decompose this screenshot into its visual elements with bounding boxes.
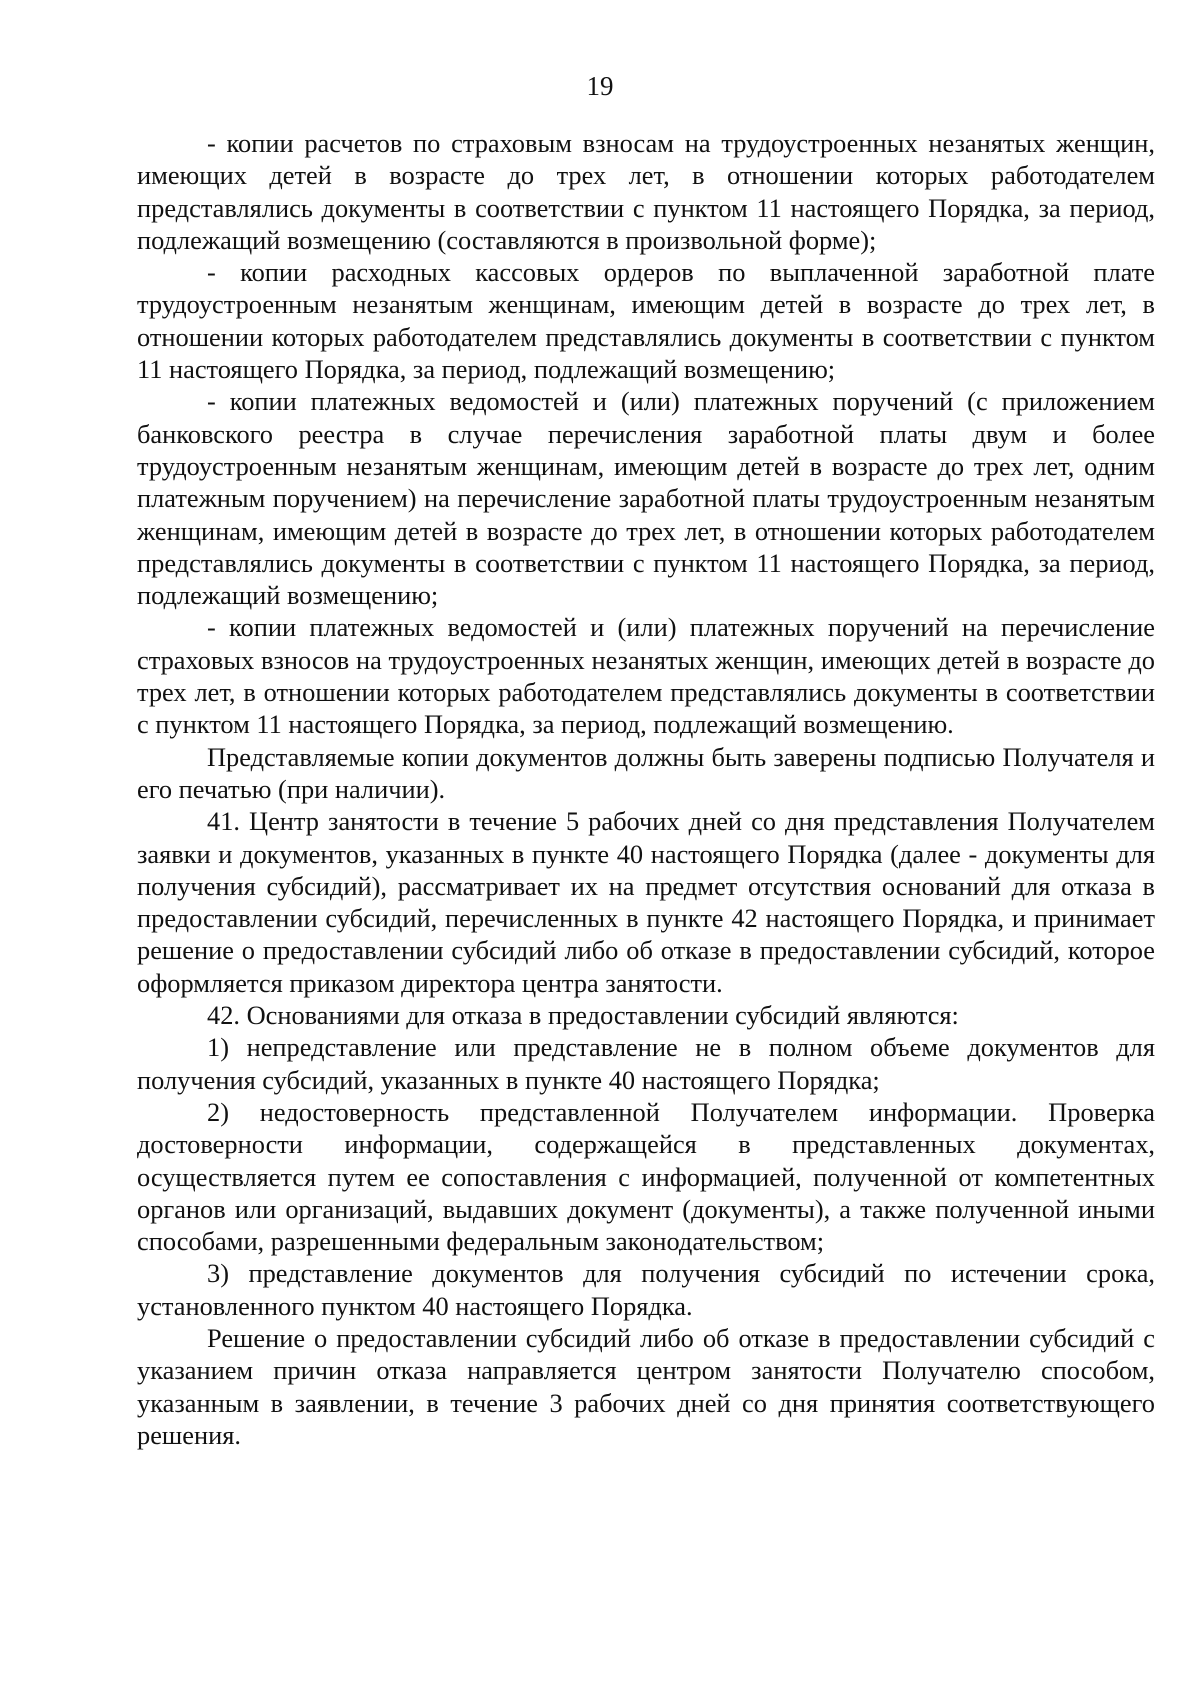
page-number: 19: [586, 71, 614, 101]
paragraph-refusal-ground-2: 2) недостоверность представленной Получателем информации. Проверка достоверности информации, содержащейся в представленных документах, осуществляется путем ее сопоставления с информацией, полученной от компетентных органов или организаций, выдавших документ (документы), а также полученной иными способами, разрешенными федеральным законодательством;: [137, 1096, 1155, 1257]
paragraph-insurance-payment-statements: - копии платежных ведомостей и (или) платежных поручений на перечисление страховых взносов на трудоустроенных незанятых женщин, имеющих детей в возрасте до трех лет, в отношении которых работодателем представлялись документы в соответствии с пунктом 11 настоящего Порядка, за период, подлежащий возмещению.: [137, 612, 1155, 740]
paragraph-cash-expense-orders: - копии расходных кассовых ордеров по выплаченной заработной плате трудоустроенным незанятым женщинам, имеющим детей в возрасте до трех лет, в отношении которых работодателем представлялись документы в соответствии с пунктом 11 настоящего Порядка, за период, подлежащий возмещению;: [137, 257, 1155, 385]
paragraph-insurance-contribution-calculations: - копии расчетов по страховым взносам на трудоустроенных незанятых женщин, имеющих детей в возрасте до трех лет, в отношении которых работодателем представлялись документы в соответствии с пунктом 11 настоящего Порядка, за период, подлежащий возмещению (составляются в произвольной форме);: [137, 128, 1155, 255]
paragraph-salary-payment-statements: - копии платежных ведомостей и (или) платежных поручений (с приложением банковского реестра в случае перечисления заработной платы двум и более трудоустроенным незанятым женщинам, имеющим детей в возрасте до трех лет, одним платежным поручением) на перечисление заработной платы трудоустроенным незанятым женщинам, имеющим детей в возрасте до трех лет, в отношении которых работодателем представлялись документы в соответствии с пунктом 11 настоящего Порядка, за период, подлежащий возмещению;: [137, 386, 1155, 611]
paragraph-copies-certification: Представляемые копии документов должны быть заверены подписью Получателя и его печатью (при наличии).: [137, 741, 1155, 804]
paragraph-clause-41: 41. Центр занятости в течение 5 рабочих дней со дня представления Получателем заявки и документов, указанных в пункте 40 настоящего Порядка (далее - документы для получения субсидий), рассматривает их на предмет отсутствия оснований для отказа в предоставлении субсидий, перечисленных в пункте 42 настоящего Порядка, и принимает решение о предоставлении субсидий либо об отказе в предоставлении субсидий, которое оформляется приказом директора центра занятости.: [137, 806, 1155, 998]
document-body: [137, 127, 1155, 1451]
paragraph-clause-42: 42. Основаниями для отказа в предоставлении субсидий являются:: [207, 1000, 959, 1031]
paragraph-refusal-ground-3: 3) представление документов для получения субсидий по истечении срока, установленного пунктом 40 настоящего Порядка.: [137, 1258, 1155, 1321]
paragraph-refusal-ground-1: 1) непредставление или представление не в полном объеме документов для получения субсидий, указанных в пункте 40 настоящего Порядка;: [137, 1032, 1155, 1095]
paragraph-decision-notice: Решение о предоставлении субсидий либо об отказе в предоставлении субсидий с указанием причин отказа направляется центром занятости Получателю способом, указанным в заявлении, в течение 3 рабочих дней со дня принятия соответствующего решения.: [137, 1322, 1155, 1450]
